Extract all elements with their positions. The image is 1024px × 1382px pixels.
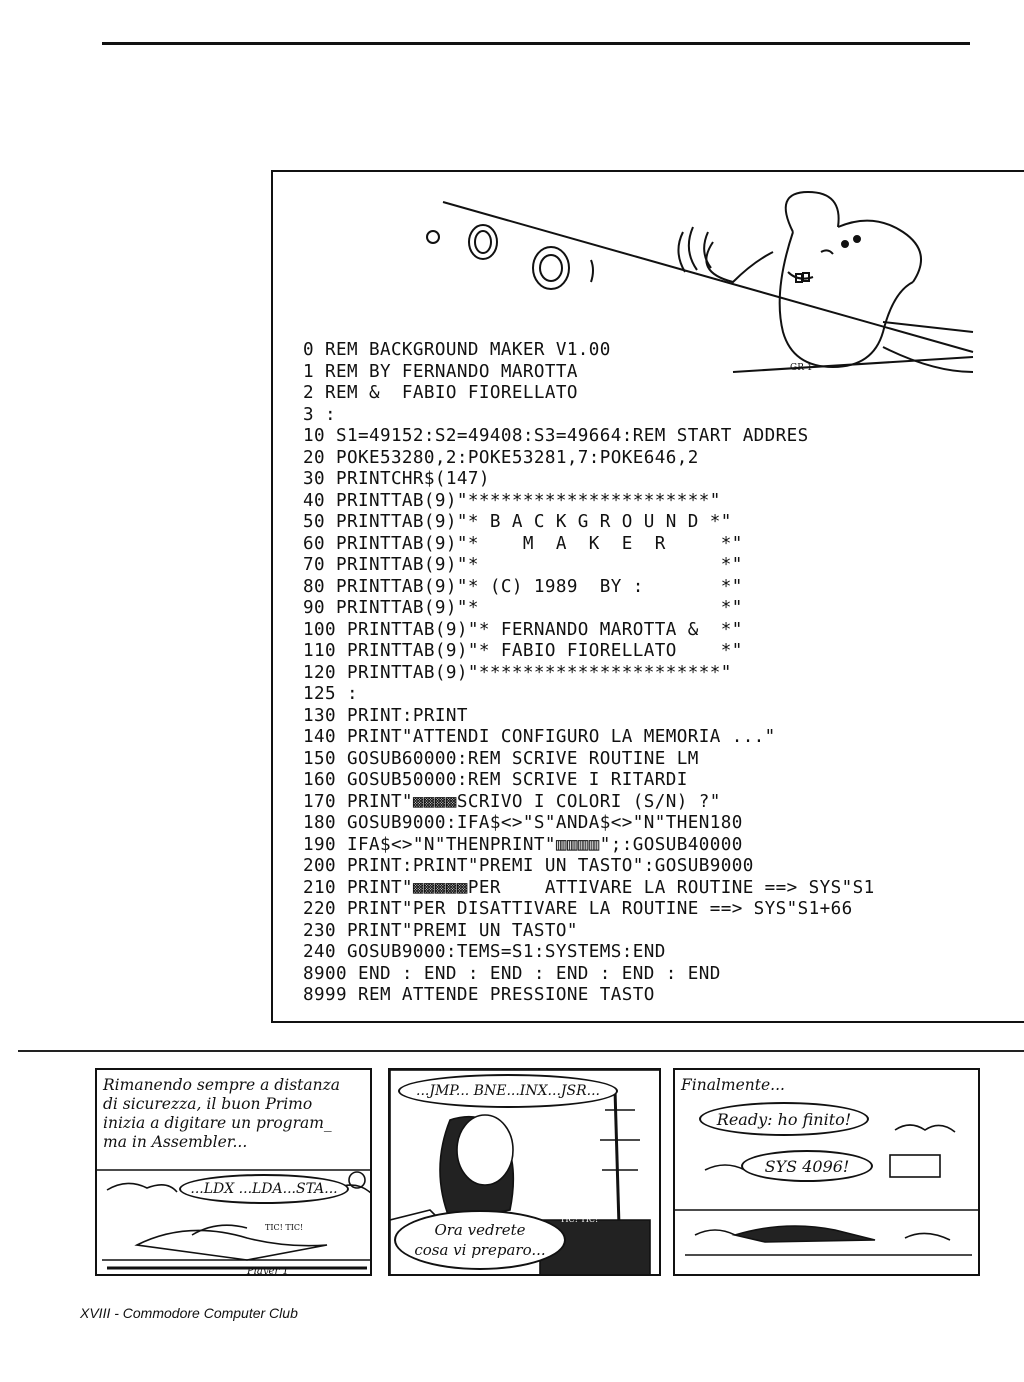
top-rule [102,42,970,45]
code-line: 70 PRINTTAB(9)"* *" [303,555,743,575]
code-line: 50 PRINTTAB(9)"* B A C K G R O U N D *" [303,512,732,532]
code-line: 240 GOSUB9000:TEMS=S1:SYSTEMS:END [303,942,666,962]
code-line: 30 PRINTCHR$(147) [303,469,490,489]
code-line: 150 GOSUB60000:REM SCRIVE ROUTINE LM [303,748,699,769]
comic-strip [95,1068,980,1278]
code-line: 90 PRINTTAB(9)"* *" [303,598,743,618]
panel1-caption [103,1076,340,1152]
panel2-sfx: TIC! TIC! [560,1215,599,1224]
comic-panel-2 [388,1068,661,1276]
middle-rule [18,1050,1024,1052]
code-line: 2 REM & FABIO FIORELLATO [303,383,578,403]
code-line: 160 GOSUB50000:REM SCRIVE I RITARDI [303,770,688,790]
code-line: 110 PRINTTAB(9)"* FABIO FIORELLATO *" [303,641,743,661]
panel3-speech-bubble-2: SYS 4096! [741,1150,873,1182]
code-line: 170 PRINT"▩▩▩▩SCRIVO I COLORI (S/N) ?" [303,791,721,812]
code-line: 210 PRINT"▩▩▩▩▩PER ATTIVARE LA ROUTINE ==> SYS"S1 [303,877,875,898]
panel3-speech-bubble-1: Ready: ho finito! [699,1102,869,1136]
code-line: 220 PRINT"PER DISATTIVARE LA ROUTINE ==> SYS"S1+66 [303,899,853,919]
code-line: 125 : [303,684,358,704]
panel1-speech-bubble: ...LDX ...LDA...STA... [179,1174,349,1204]
bubble-line: Ora vedrete [434,1221,526,1239]
code-line: 8999 REM ATTENDE PRESSIONE TASTO [303,985,655,1005]
code-line: 3 : [303,404,336,425]
caption-line: ma in Assembler... [103,1133,248,1151]
code-line: 60 PRINTTAB(9)"* M A K E R *" [303,533,743,554]
caption-line: di sicurezza, il buon Primo [103,1095,313,1113]
artist-signature: GR 1 [790,363,813,373]
page-footer: XVIII - Commodore Computer Club [80,1305,298,1321]
basic-listing [303,340,875,1007]
panel1-sign: Player 1 [247,1266,289,1277]
comic-panel-1 [95,1068,372,1276]
panel1-sfx: TIC! TIC! [265,1223,304,1232]
code-line: 190 IFA$<>"N"THENPRINT"▥▥▥▥";:GOSUB40000 [303,834,743,855]
code-line: 0 REM BACKGROUND MAKER V1.00 [303,340,611,360]
listing-box [271,170,1024,1023]
code-line: 20 POKE53280,2:POKE53281,7:POKE646,2 [303,447,699,468]
code-line: 180 GOSUB9000:IFA$<>"S"ANDA$<>"N"THEN180 [303,813,743,833]
code-line: 100 PRINTTAB(9)"* FERNANDO MAROTTA & *" [303,619,743,640]
code-line: 80 PRINTTAB(9)"* (C) 1989 BY : *" [303,576,743,597]
code-line: 130 PRINT:PRINT [303,705,468,726]
caption-line: inizia a digitare un program_ [103,1114,332,1132]
caption-line: Rimanendo sempre a distanza [103,1076,341,1094]
code-line: 10 S1=49152:S2=49408:S3=49664:REM START ADDRES [303,426,809,446]
code-line: 8900 END : END : END : END : END : END [303,963,721,984]
code-line: 140 PRINT"ATTENDI CONFIGURO LA MEMORIA ..." [303,727,776,747]
code-line: 230 PRINT"PREMI UN TASTO" [303,920,578,941]
code-line: 200 PRINT:PRINT"PREMI UN TASTO":GOSUB9000 [303,856,754,876]
panel2-speech-bubble-top: ...JMP... BNE...INX...JSR... [398,1074,618,1108]
panel3-caption: Finalmente... [681,1076,785,1094]
code-line: 120 PRINTTAB(9)"**********************" [303,662,732,683]
panel2-speech-bubble-bottom [394,1210,566,1270]
code-line: 1 REM BY FERNANDO MAROTTA [303,361,578,382]
code-line: 40 PRINTTAB(9)"**********************" [303,490,721,511]
bubble-line: cosa vi preparo... [414,1241,546,1259]
comic-panel-3 [673,1068,980,1276]
